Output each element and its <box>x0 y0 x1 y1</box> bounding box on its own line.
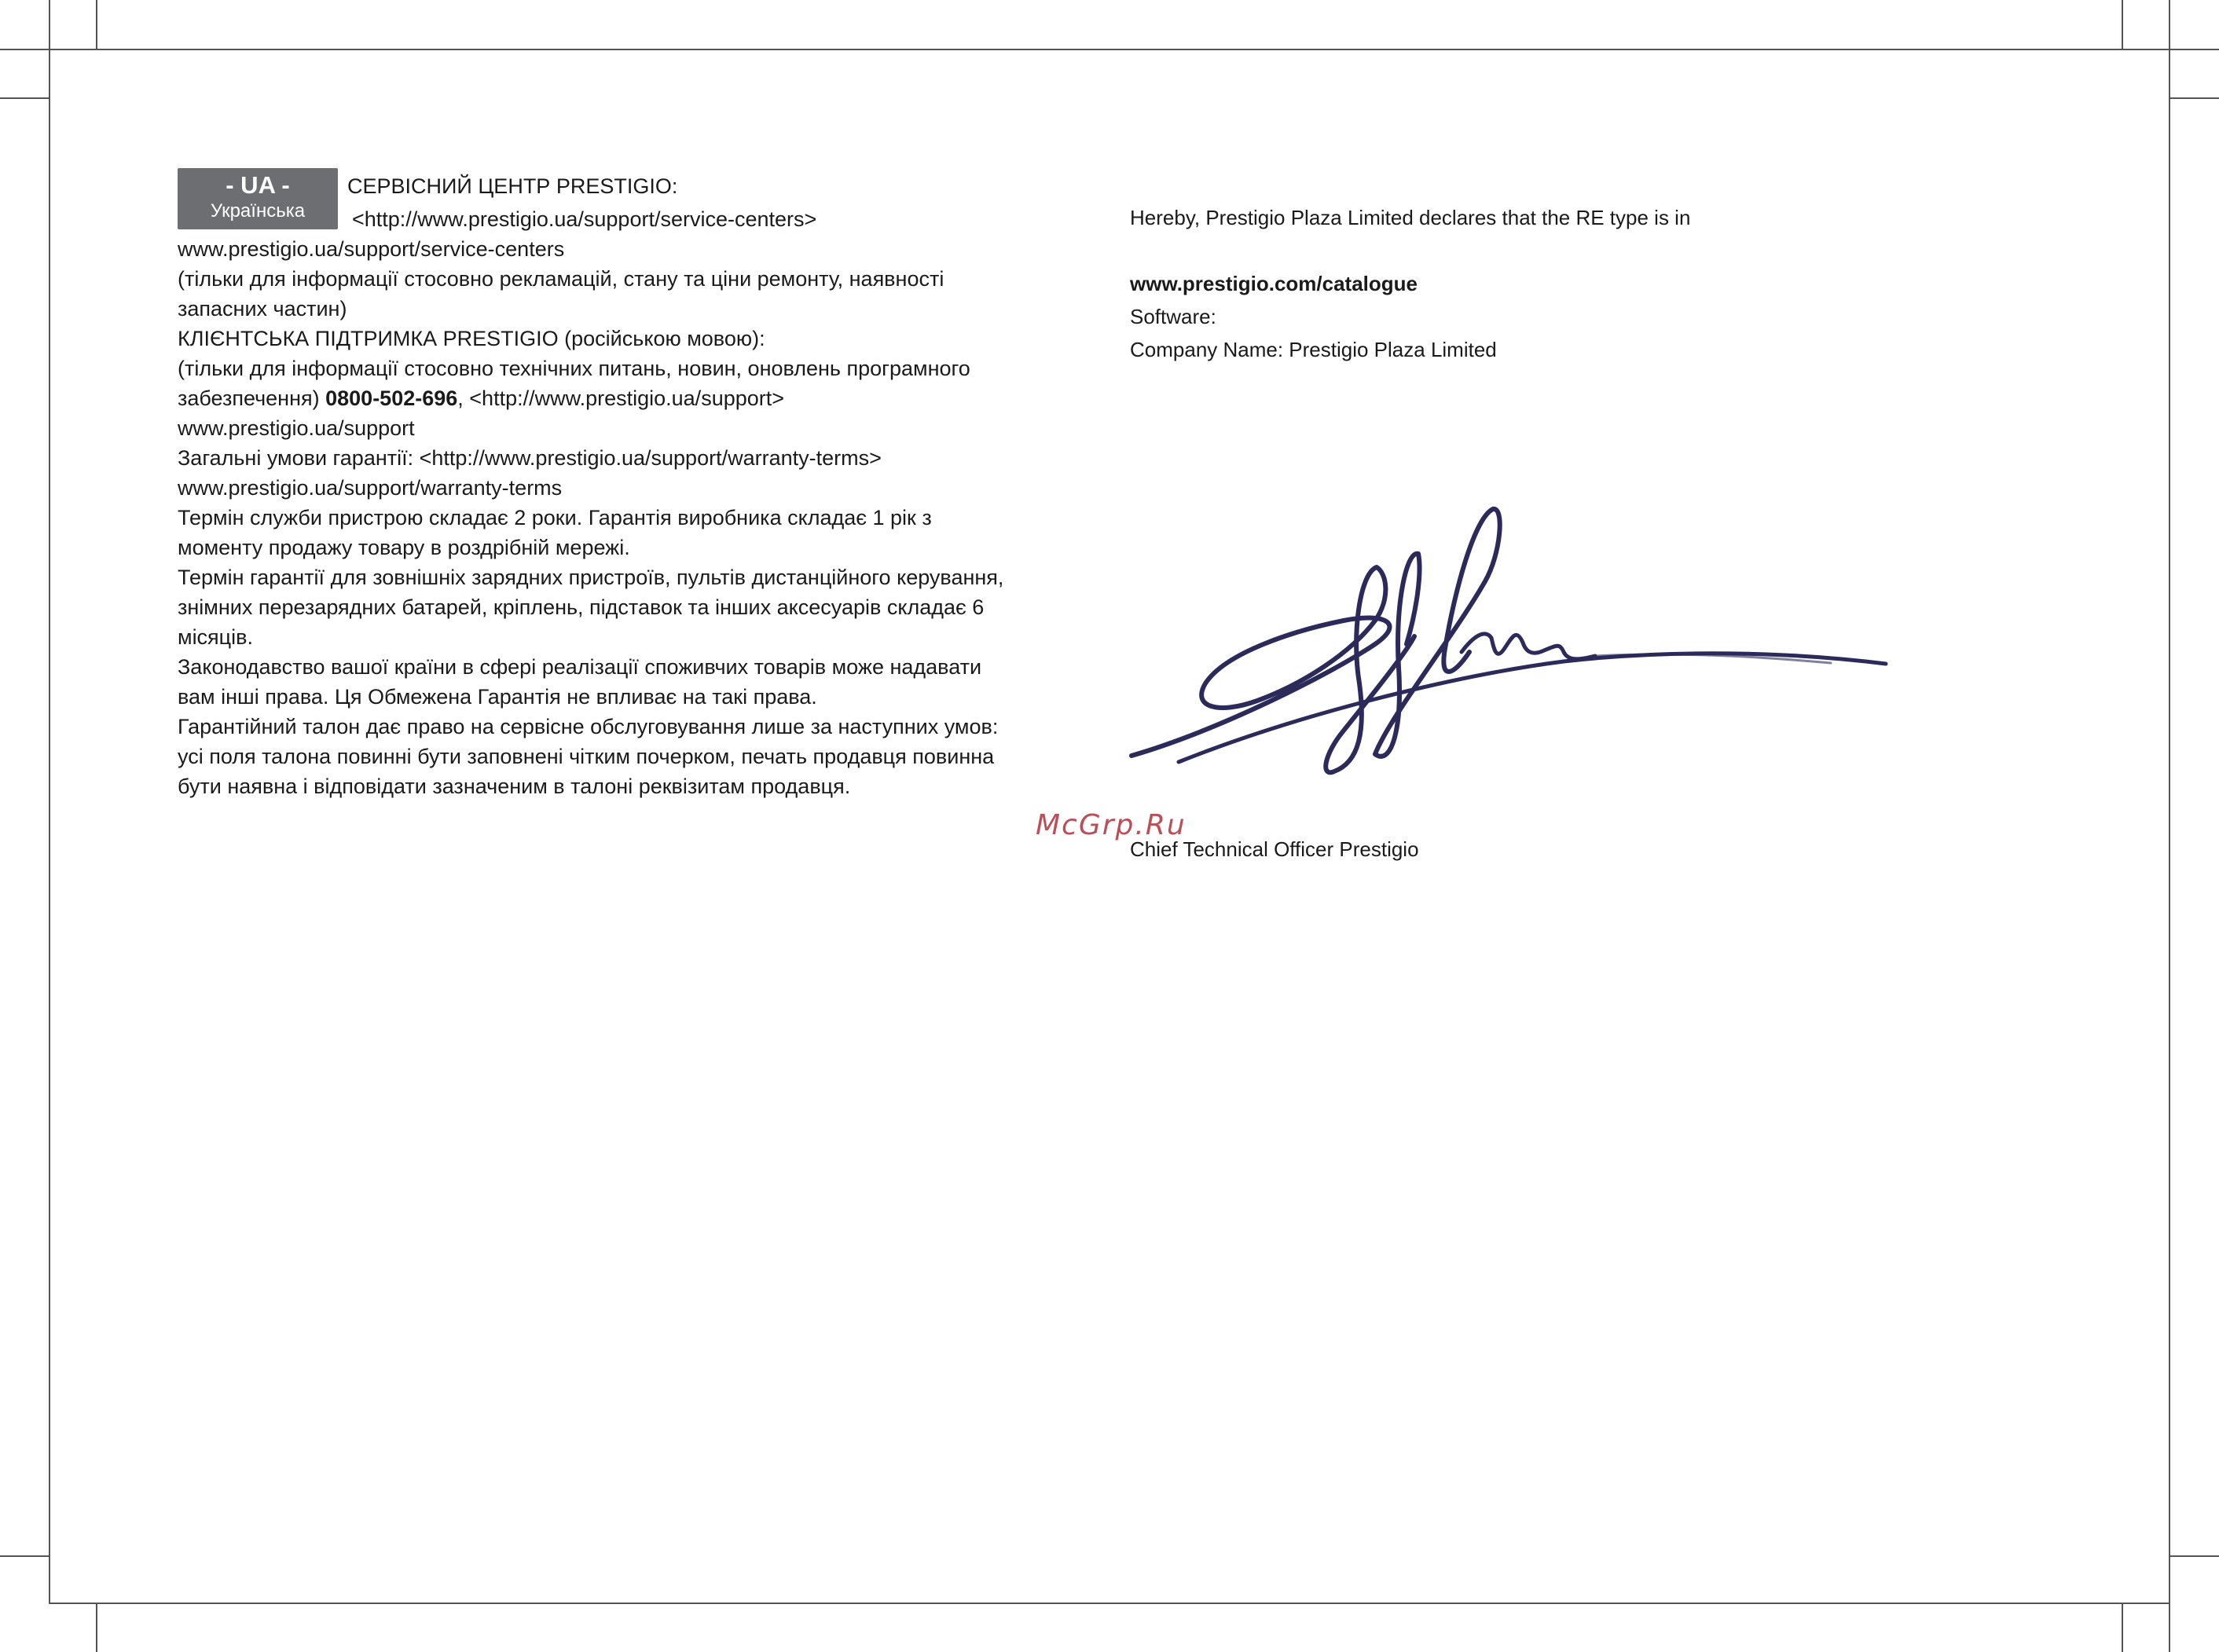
crop-mark <box>49 49 50 1604</box>
crop-mark <box>2169 0 2170 1652</box>
crop-mark <box>2170 97 2219 99</box>
crop-mark <box>0 49 2219 50</box>
crop-mark <box>96 1604 97 1652</box>
watermark-text: McGrp.Ru <box>1036 809 1187 841</box>
support-note-line <box>178 383 784 413</box>
law-line: вам інші права. Ця Обмежена Гарантія не впливає на такі права. <box>178 685 817 709</box>
coupon-line: бути наявна і відповідати зазначеним в талоні реквізитам продавця. <box>178 775 851 798</box>
service-url[interactable]: www.prestigio.ua/support/service-centers <box>178 237 565 261</box>
service-life-line: Термін служби пристрою складає 2 роки. Гарантія виробника складає 1 рік з <box>178 506 932 529</box>
support-note-text: забезпечення) <box>178 386 326 410</box>
service-note-line: (тільки для інформації стосовно рекламацій, стану та ціни ремонту, наявності <box>178 267 944 291</box>
crop-mark <box>2122 1604 2123 1652</box>
service-life-line: моменту продажу товару в роздрібній мережі. <box>178 536 630 559</box>
law-line: Законодавство вашої країни в сфері реалізації споживчих товарів може надавати <box>178 655 982 679</box>
accessory-warranty-line: знімних перезарядних батарей, кріплень, підставок та інших аксесуарів складає 6 <box>178 595 985 619</box>
support-phone: 0800-502-696 <box>325 386 458 410</box>
crop-mark <box>2122 0 2123 49</box>
warranty-terms[interactable]: Загальні умови гарантії: <http://www.prestigio.ua/support/warranty-terms> <box>178 446 882 470</box>
crop-mark <box>96 0 97 49</box>
software-label: Software: <box>1130 305 1216 328</box>
crop-mark <box>0 1555 49 1557</box>
support-link[interactable]: , <http://www.prestigio.ua/support> <box>457 386 785 410</box>
language-code: - UA - <box>226 171 290 199</box>
service-link[interactable]: <http://www.prestigio.ua/support/service-centers> <box>352 207 817 231</box>
warranty-url[interactable]: www.prestigio.ua/support/warranty-terms <box>178 476 563 500</box>
crop-mark <box>49 0 50 49</box>
coupon-line: Гарантійний талон дає право на сервісне обслуговування лише за наступних умов: <box>178 715 999 738</box>
support-url[interactable]: www.prestigio.ua/support <box>178 416 415 440</box>
declaration-text: Hereby, Prestigio Plaza Limited declares that the RE type is in <box>1130 206 1691 229</box>
coupon-line: усі поля талона повинні бути заповнені чітким почерком, печать продавця повинна <box>178 745 995 768</box>
service-note-line: запасних частин) <box>178 297 347 321</box>
crop-mark <box>2170 1555 2219 1557</box>
crop-mark <box>49 1603 2170 1604</box>
accessory-warranty-line: Термін гарантії для зовнішніх зарядних пристроїв, пультів дистанційного керування, <box>178 566 1004 589</box>
support-heading: КЛІЄНТСЬКА ПІДТРИМКА PRESTIGIO (російською мовою): <box>178 327 765 350</box>
officer-title: Chief Technical Officer Prestigio <box>1130 837 1419 861</box>
catalogue-link[interactable]: www.prestigio.com/catalogue <box>1130 272 1418 295</box>
support-note-line: (тільки для інформації стосовно технічних питань, новин, оновлень програмного <box>178 357 970 380</box>
signature-image <box>1124 495 1894 786</box>
language-name: Українська <box>210 200 306 222</box>
service-heading: СЕРВІСНИЙ ЦЕНТР PRESTIGIO: <box>347 174 678 198</box>
language-badge <box>178 168 338 229</box>
company-name: Company Name: Prestigio Plaza Limited <box>1130 338 1497 361</box>
accessory-warranty-line: місяців. <box>178 625 253 649</box>
crop-mark <box>0 97 49 99</box>
